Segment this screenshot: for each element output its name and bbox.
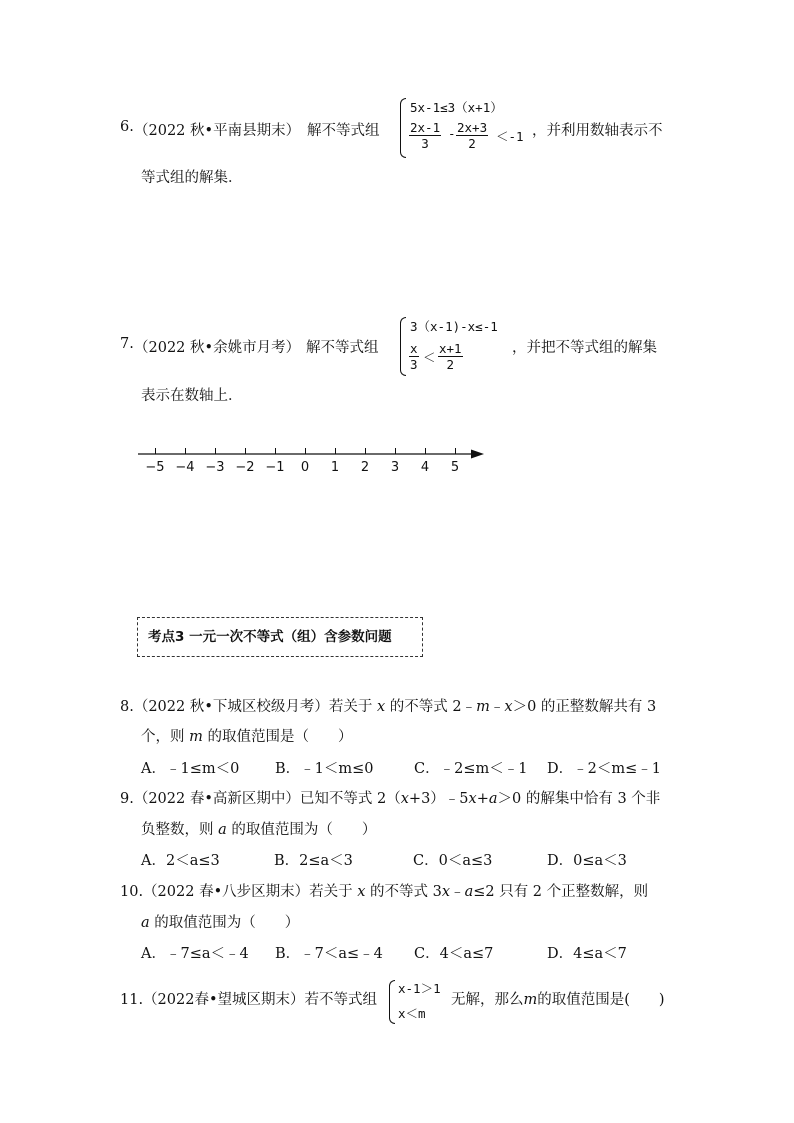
q7-prompt: 解不等式组 — [306, 340, 379, 356]
number-line-tick-label: −2 — [235, 460, 255, 475]
number-line-tick — [335, 448, 336, 454]
q7-source: （2022 秋•余姚市月考） — [134, 340, 301, 356]
q8-choice-c: C．﹣2≤m＜﹣1 — [414, 761, 528, 777]
q9-choice-d: D．0≤a＜3 — [547, 853, 627, 869]
q10-choice-b: B．﹣7＜a≤﹣4 — [275, 946, 383, 962]
number-line-tick — [155, 448, 156, 454]
q7-tail-2: 表示在数轴上． — [141, 388, 243, 404]
number-line-tick — [275, 448, 276, 454]
q7-inequality-1: 3（x-1)-x≤-1 — [410, 319, 498, 334]
number-line-tick — [185, 448, 186, 454]
q6-source: （2022 秋•平南县期末） — [134, 123, 301, 139]
q10-line-2: a 的取值范围为（ ） — [141, 915, 300, 931]
q7-number: 7. — [120, 336, 134, 352]
q11-text-a: 11.（2022春•望城区期末）若不等式组 — [120, 992, 378, 1008]
q6-system-brace — [400, 98, 406, 158]
q6-number: 6. — [120, 119, 134, 135]
q8-line-2: 个，则 m 的取值范围是（ ） — [141, 729, 353, 745]
q6-tail-2: 等式组的解集． — [141, 170, 243, 186]
number-line-tick-label: 3 — [390, 460, 400, 475]
q8-line-1: 8.（2022 秋•下城区校级月考）若关于 x 的不等式 2﹣m﹣x＞0 的正整数解共有 3 — [120, 699, 657, 715]
q8-choice-b: B．﹣1＜m≤0 — [275, 761, 374, 777]
q6-fraction-1: $\frac{2x-1}{3}$ — [410, 120, 441, 151]
q6-inequality-1: 5x-1≤3（x+1） — [410, 100, 503, 115]
number-line-tick-label: −3 — [205, 460, 225, 475]
q7-system-brace — [400, 317, 406, 376]
q11-inequality-2: x＜m — [398, 1006, 426, 1021]
number-line-tick — [215, 448, 216, 454]
q9-choice-c: C．0＜a≤3 — [413, 853, 493, 869]
number-line-tick — [365, 448, 366, 454]
number-line-tick-label: −4 — [175, 460, 195, 475]
number-line-tick-label: −5 — [145, 460, 165, 475]
q9-line-1: 9.（2022 春•高新区期中）已知不等式 2（x+3）﹣5x+a＞0 的解集中恰有 3 个非 — [120, 791, 661, 807]
q7-tail-1: ，并把不等式组的解集 — [512, 340, 657, 356]
number-line-axis — [138, 448, 486, 460]
number-line-tick-label: −1 — [265, 460, 285, 475]
q10-choice-c: C．4＜a≤7 — [414, 946, 494, 962]
number-line-tick — [425, 448, 426, 454]
section-heading-box — [137, 617, 423, 657]
q11-inequality-1: x-1＞1 — [398, 981, 441, 996]
q8-choice-d: D．﹣2＜m≤﹣1 — [547, 761, 661, 777]
q10-choice-a: A．﹣7≤a＜﹣4 — [141, 946, 249, 962]
number-line-tick — [245, 448, 246, 454]
q10-line-1: 10.（2022 春•八步区期末）若关于 x 的不等式 3x﹣a≤2 只有 2 个正整数解，则 — [120, 884, 649, 900]
q6-minus: - — [448, 126, 456, 141]
q9-choice-a: A．2＜a≤3 — [141, 853, 220, 869]
number-line-tick — [305, 448, 306, 454]
q7-fraction-2: $\frac{x+1}{2}$ — [439, 341, 462, 372]
q7-less-than: ＜ — [423, 350, 436, 365]
number-line-tick-label: 4 — [420, 460, 430, 475]
number-line-tick-label: 1 — [330, 460, 340, 475]
q11-text-b: 无解，那么m的取值范围是( ) — [451, 992, 665, 1008]
q6-fraction-2: $\frac{2x+3}{2}$ — [457, 120, 488, 151]
q7-fraction-1: $\frac{x}{3}$ — [410, 341, 418, 372]
q8-choice-a: A．﹣1≤m＜0 — [141, 761, 240, 777]
number-line-tick-label: 0 — [300, 460, 310, 475]
q6-tail-1: ，并利用数轴表示不 — [532, 123, 663, 139]
number-line-tick-label: 5 — [450, 460, 460, 475]
q6-rhs: ＜-1 — [496, 129, 524, 144]
q10-choice-d: D．4≤a＜7 — [547, 946, 627, 962]
number-line-tick — [395, 448, 396, 454]
q9-line-2: 负整数，则 a 的取值范围为（ ） — [141, 822, 377, 838]
number-line-tick-label: 2 — [360, 460, 370, 475]
q6-prompt: 解不等式组 — [307, 123, 380, 139]
q9-choice-b: B．2≤a＜3 — [274, 853, 353, 869]
section-heading: 考点3 一元一次不等式（组）含参数问题 — [148, 629, 392, 645]
q11-system-brace — [389, 980, 395, 1024]
number-line-tick — [455, 448, 456, 454]
